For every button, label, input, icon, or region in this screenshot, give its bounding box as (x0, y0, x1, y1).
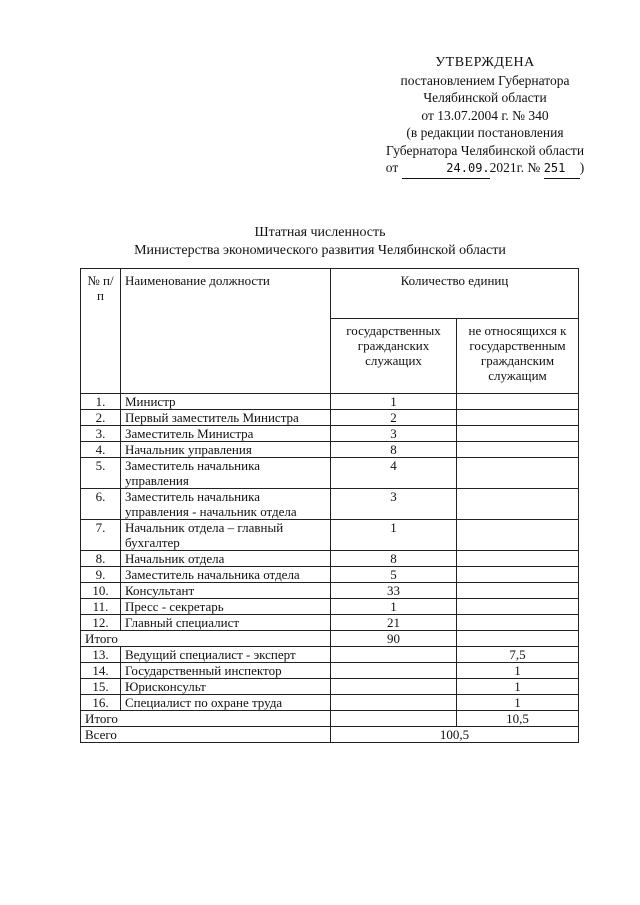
approval-line-5: Губернатора Челябинской области (385, 142, 585, 158)
subtotal-a-empty (457, 631, 579, 647)
subtotal-b-value: 10,5 (457, 711, 579, 727)
row-number: 15. (81, 679, 121, 695)
row-position-name: Специалист по охране труда (121, 695, 331, 711)
row-position-name: Пресс - секретарь (121, 599, 331, 615)
row-non-count (457, 458, 579, 489)
table-header-row (81, 269, 579, 319)
row-position-name: Государственный инспектор (121, 663, 331, 679)
row-number: 13. (81, 647, 121, 663)
total-row (81, 727, 579, 743)
row-position-name: Заместитель начальника управления - начальник отдела (121, 489, 331, 520)
row-position-name: Ведущий специалист - эксперт (121, 647, 331, 663)
row-non-count (457, 551, 579, 567)
table-row (81, 695, 579, 711)
row-non-count: 7,5 (457, 647, 579, 663)
table-row (81, 426, 579, 442)
table-row (81, 567, 579, 583)
header-gov: государственных гражданских служащих (331, 319, 457, 394)
staff-table (80, 268, 579, 743)
row-non-count (457, 394, 579, 410)
row-number: 14. (81, 663, 121, 679)
subtotal-b-empty (331, 711, 457, 727)
table-row (81, 394, 579, 410)
table-row (81, 599, 579, 615)
row-non-count (457, 520, 579, 551)
table-row (81, 663, 579, 679)
row-position-name: Первый заместитель Министра (121, 410, 331, 426)
row-position-name: Начальник отдела (121, 551, 331, 567)
subtotal-row-a (81, 631, 579, 647)
table-row (81, 410, 579, 426)
row-non-count: 1 (457, 663, 579, 679)
row-number: 6. (81, 489, 121, 520)
row-number: 2. (81, 410, 121, 426)
header-num: № п/п (81, 269, 121, 394)
subtotal-b-label: Итого (81, 711, 331, 727)
row-non-count (457, 615, 579, 631)
row-position-name: Министр (121, 394, 331, 410)
row-gov-count (331, 663, 457, 679)
approval-edit-line (360, 159, 610, 179)
document-title (0, 224, 640, 260)
table-row (81, 458, 579, 489)
table-row (81, 551, 579, 567)
row-gov-count: 1 (331, 520, 457, 551)
row-number: 1. (81, 394, 121, 410)
row-non-count (457, 567, 579, 583)
row-gov-count: 3 (331, 489, 457, 520)
row-non-count (457, 583, 579, 599)
table-row (81, 583, 579, 599)
row-non-count (457, 599, 579, 615)
table-row (81, 520, 579, 551)
row-non-count: 1 (457, 695, 579, 711)
row-number: 3. (81, 426, 121, 442)
row-number: 7. (81, 520, 121, 551)
table-row (81, 647, 579, 663)
approval-title: УТВЕРЖДЕНА (435, 55, 535, 70)
edit-date: 24.09. (446, 161, 490, 175)
header-name: Наименование должности (121, 269, 331, 394)
row-number: 5. (81, 458, 121, 489)
row-number: 10. (81, 583, 121, 599)
approval-line-2: Челябинской области (423, 90, 547, 105)
header-non: не относящихся к государственным гражданским служащим (457, 319, 579, 394)
row-position-name: Заместитель начальника управления (121, 458, 331, 489)
row-non-count: 1 (457, 679, 579, 695)
row-number: 11. (81, 599, 121, 615)
row-number: 8. (81, 551, 121, 567)
row-gov-count (331, 695, 457, 711)
row-number: 9. (81, 567, 121, 583)
approval-stamp (360, 54, 610, 179)
header-count: Количество единиц (331, 269, 579, 319)
row-number: 12. (81, 615, 121, 631)
table-row (81, 489, 579, 520)
table-row (81, 615, 579, 631)
subtotal-row-b (81, 711, 579, 727)
row-gov-count: 2 (331, 410, 457, 426)
row-non-count (457, 426, 579, 442)
row-gov-count: 5 (331, 567, 457, 583)
row-position-name: Консультант (121, 583, 331, 599)
approval-line-1: постановлением Губернатора (400, 72, 570, 88)
subtotal-a-label: Итого (81, 631, 331, 647)
row-gov-count: 1 (331, 394, 457, 410)
row-position-name: Заместитель Министра (121, 426, 331, 442)
row-position-name: Начальник отдела – главный бухгалтер (121, 520, 331, 551)
subtotal-a-value: 90 (331, 631, 457, 647)
rows-group-a (81, 394, 579, 631)
row-non-count (457, 410, 579, 426)
row-non-count (457, 489, 579, 520)
title-line-1: Штатная численность (254, 225, 386, 240)
rows-group-b (81, 647, 579, 711)
edit-close: ) (579, 160, 585, 175)
row-gov-count (331, 647, 457, 663)
edit-prefix: от (385, 160, 399, 175)
row-position-name: Главный специалист (121, 615, 331, 631)
title-line-2: Министерства экономического развития Челябинской области (134, 243, 506, 258)
total-label: Всего (81, 727, 331, 743)
edit-number: 251 (543, 161, 566, 175)
row-gov-count: 1 (331, 599, 457, 615)
approval-line-4: (в редакции постановления (406, 125, 564, 140)
total-value: 100,5 (331, 727, 579, 743)
row-gov-count (331, 679, 457, 695)
row-gov-count: 8 (331, 442, 457, 458)
row-number: 16. (81, 695, 121, 711)
row-gov-count: 3 (331, 426, 457, 442)
row-non-count (457, 442, 579, 458)
row-gov-count: 21 (331, 615, 457, 631)
row-position-name: Начальник управления (121, 442, 331, 458)
row-gov-count: 33 (331, 583, 457, 599)
row-position-name: Заместитель начальника отдела (121, 567, 331, 583)
row-gov-count: 4 (331, 458, 457, 489)
row-position-name: Юрисконсульт (121, 679, 331, 695)
edit-year: 2021г. № (489, 160, 541, 175)
table-row (81, 442, 579, 458)
approval-line-3: от 13.07.2004 г. № 340 (421, 107, 549, 123)
row-gov-count: 8 (331, 551, 457, 567)
row-number: 4. (81, 442, 121, 458)
table-row (81, 679, 579, 695)
